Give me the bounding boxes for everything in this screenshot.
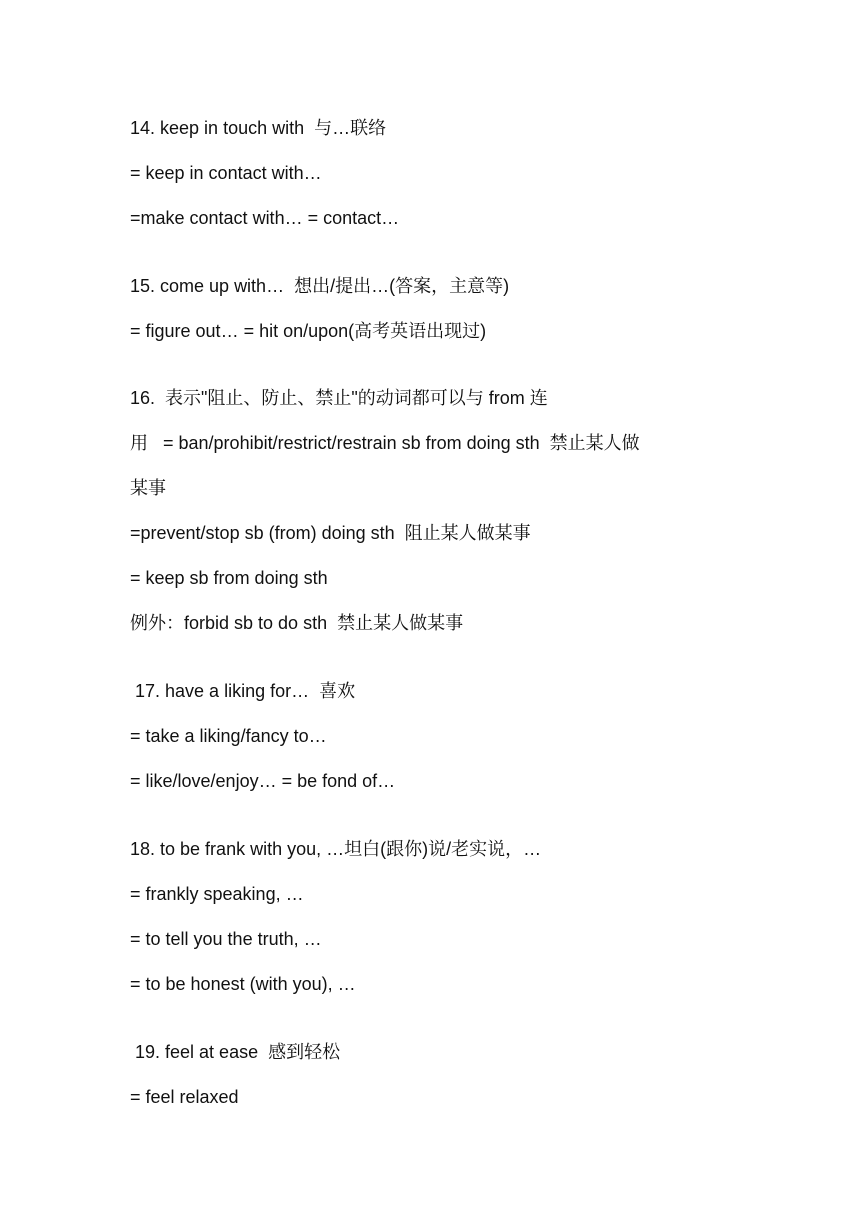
entry-16-synonym: = keep sb from doing sth xyxy=(130,568,328,588)
entry-14-synonym: = keep in contact with… xyxy=(130,163,322,183)
entry-19-heading: 19. feel at ease 感到轻松 xyxy=(130,1042,341,1062)
entry-18-synonym: = frankly speaking, … xyxy=(130,884,304,904)
entry-16-text: 某事 xyxy=(130,478,166,498)
entry-16-exception: 例外：forbid sb to do sth 禁止某人做某事 xyxy=(130,613,464,633)
entry-16-text: 用 = ban/prohibit/restrict/restrain sb from doing sth 禁止某人做 xyxy=(130,433,640,453)
entry-17-heading: 17. have a liking for… 喜欢 xyxy=(130,681,356,701)
entry-15-heading: 15. come up with… 想出/提出…(答案，主意等) xyxy=(130,276,510,296)
entry-19-synonym: = feel relaxed xyxy=(130,1087,239,1107)
entry-16-heading: 16. 表示"阻止、防止、禁止"的动词都可以与 from 连 xyxy=(130,388,548,408)
entry-16-synonym: =prevent/stop sb (from) doing sth 阻止某人做某事 xyxy=(130,523,531,543)
entry-17-synonym: = like/love/enjoy… = be fond of… xyxy=(130,771,396,791)
entry-18-synonym: = to tell you the truth, … xyxy=(130,929,322,949)
entry-17-synonym: = take a liking/fancy to… xyxy=(130,726,327,746)
entry-18-synonym: = to be honest (with you), … xyxy=(130,974,356,994)
entry-18-heading: 18. to be frank with you, …坦白(跟你)说/老实说，… xyxy=(130,839,542,859)
entry-14-heading: 14. keep in touch with 与…联络 xyxy=(130,118,387,138)
entry-15-synonym: = figure out… = hit on/upon(高考英语出现过) xyxy=(130,321,487,341)
entry-14-synonym: =make contact with… = contact… xyxy=(130,208,400,228)
